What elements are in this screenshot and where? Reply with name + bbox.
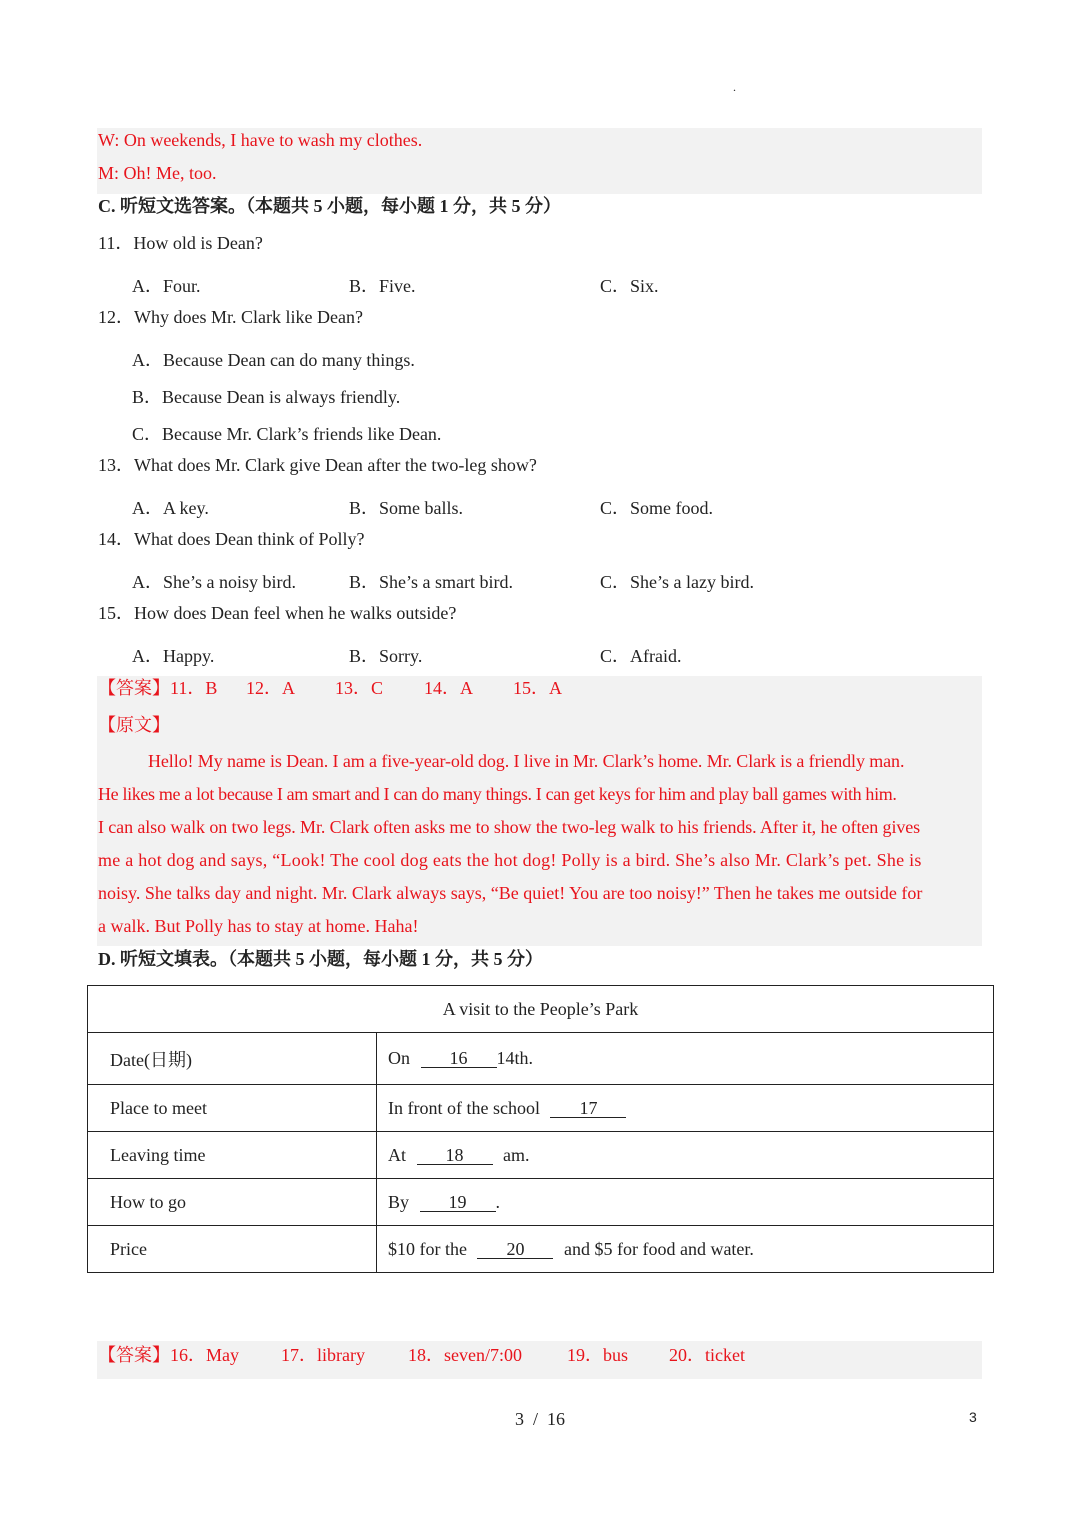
passage-line-4: me a hot dog and says, “Look! The cool dog eats the hot dog! Polly is a bird. She’s also Mr. Clark’s pet. She is xyxy=(98,850,922,870)
visit-table xyxy=(87,985,994,1273)
q11-option-c: C．Six. xyxy=(600,276,659,296)
q11-option-a: A．Four. xyxy=(132,276,201,296)
passage-line-5: noisy. She talks day and night. Mr. Clark always says, “Be quiet! You are too noisy!” Then he takes me outside for xyxy=(98,883,923,903)
answer-13: 13．C xyxy=(335,678,384,698)
q12-option-b: B．Because Dean is always friendly. xyxy=(132,387,401,407)
answer-11: 11．B xyxy=(170,678,218,698)
section-d-title: D. 听短文填表。（本题共 5 小题，每小题 1 分，共 5 分） xyxy=(98,949,543,969)
q13-option-a: A．A key. xyxy=(132,498,209,518)
section-c-title: C. 听短文选答案。（本题共 5 小题，每小题 1 分，共 5 分） xyxy=(98,196,561,216)
dialog-line-2: M: Oh! Me, too. xyxy=(98,163,217,183)
blank-17: 17 xyxy=(550,1099,626,1118)
answer-label: 【答案】 xyxy=(98,1345,170,1365)
passage-line-1: Hello! My name is Dean. I am a five-year-old dog. I live in Mr. Clark’s home. Mr. Clark is a friendly man. xyxy=(148,751,905,771)
row-label: Leaving time xyxy=(88,1132,377,1179)
section-c-answers xyxy=(98,672,562,705)
row-value: By 19 . xyxy=(377,1179,994,1226)
blank-16: 16 xyxy=(421,1049,497,1068)
table-row xyxy=(88,1179,994,1226)
question-14: 14．What does Dean think of Polly? xyxy=(98,529,365,549)
row-value: $10 for the 20 and $5 for food and water. xyxy=(377,1226,994,1273)
answer-16: 16．May xyxy=(170,1345,239,1365)
dialog-block xyxy=(97,128,982,194)
answer-15: 15．A xyxy=(513,678,562,698)
answer-17: 17．library xyxy=(281,1345,365,1365)
row-value: In front of the school 17 xyxy=(377,1085,994,1132)
q14-option-a: A．She’s a noisy bird. xyxy=(132,572,296,592)
passage-line-6: a walk. But Polly has to stay at home. Haha! xyxy=(98,916,419,936)
q13-option-b: B．Some balls. xyxy=(349,498,464,518)
table-row xyxy=(88,1085,994,1132)
question-13: 13．What does Mr. Clark give Dean after the two-leg show? xyxy=(98,455,537,475)
row-label: Date(日期) xyxy=(88,1033,377,1085)
q13-option-c: C．Some food. xyxy=(600,498,714,518)
row-label: Price xyxy=(88,1226,377,1273)
section-d-answers xyxy=(98,1339,745,1372)
q12-option-a: A．Because Dean can do many things. xyxy=(132,350,415,370)
q15-option-a: A．Happy. xyxy=(132,646,215,666)
blank-20: 20 xyxy=(477,1240,553,1259)
q15-option-c: C．Afraid. xyxy=(600,646,682,666)
answer-label: 【答案】 xyxy=(98,678,170,698)
q11-option-b: B．Five. xyxy=(349,276,416,296)
table-row xyxy=(88,1033,994,1085)
row-value: On 16 14th. xyxy=(377,1033,994,1085)
answer-12: 12．A xyxy=(246,678,295,698)
q15-option-b: B．Sorry. xyxy=(349,646,423,666)
row-label: Place to meet xyxy=(88,1085,377,1132)
blank-18: 18 xyxy=(417,1146,493,1165)
question-15: 15．How does Dean feel when he walks outside? xyxy=(98,603,457,623)
answer-14: 14．A xyxy=(424,678,473,698)
table-row xyxy=(88,1226,994,1273)
passage xyxy=(98,745,922,943)
q14-option-c: C．She’s a lazy bird. xyxy=(600,572,754,592)
top-mark: . xyxy=(733,80,736,94)
blank-19: 19 xyxy=(420,1193,496,1212)
question-11: 11．How old is Dean? xyxy=(98,233,263,253)
passage-line-3: I can also walk on two legs. Mr. Clark often asks me to show the two-leg walk to his friends. After it, he often gives xyxy=(98,817,921,837)
table-title: A visit to the People’s Park xyxy=(88,986,994,1033)
q12-option-c: C．Because Mr. Clark’s friends like Dean. xyxy=(132,424,442,444)
original-label: 【原文】 xyxy=(98,715,170,735)
answer-20: 20．ticket xyxy=(669,1345,745,1365)
table-row xyxy=(88,1132,994,1179)
page-corner-number: 3 xyxy=(969,1409,977,1425)
row-label: How to go xyxy=(88,1179,377,1226)
passage-line-2: He likes me a lot because I am smart and I can do many things. I can get keys for him and play ball games with him. xyxy=(98,784,897,804)
answer-19: 19．bus xyxy=(567,1345,629,1365)
answer-18: 18．seven/7:00 xyxy=(408,1345,522,1365)
q14-option-b: B．She’s a smart bird. xyxy=(349,572,513,592)
dialog-line-1: W: On weekends, I have to wash my clothes. xyxy=(98,130,423,150)
page-number: 3 / 16 xyxy=(514,1409,565,1429)
row-value: At 18 am. xyxy=(377,1132,994,1179)
question-12: 12．Why does Mr. Clark like Dean? xyxy=(98,307,363,327)
